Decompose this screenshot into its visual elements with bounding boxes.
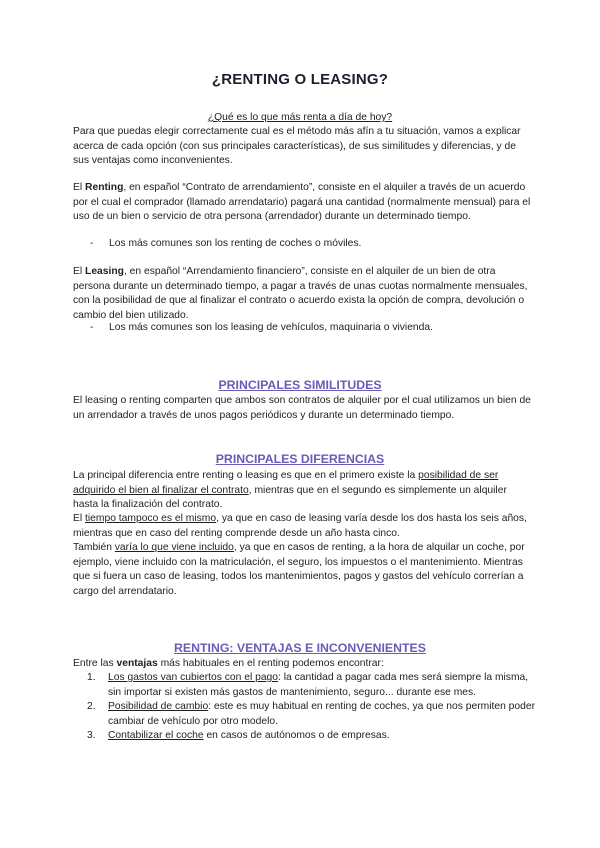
diferencias-p3-underlined: varía lo que viene incluido: [114, 542, 234, 553]
list-item: [87, 700, 537, 729]
diferencias-p3-text-a: También: [73, 542, 115, 553]
list-item-underlined: Contabilizar el coche: [108, 730, 204, 742]
diferencias-p1-underlined: posibilidad de ser adquirido el bien al finalizar el contrato: [73, 470, 499, 496]
ventajas-intro: [73, 657, 533, 672]
renting-prefix: El: [73, 182, 86, 193]
ventajas-intro-term: ventajas: [116, 658, 158, 669]
leasing-bullet-text: Los más comunes son los leasing de vehículos, maquinaria o vivienda.: [109, 322, 433, 333]
bullet-dash: -: [90, 238, 94, 249]
list-item-text: : este es muy habitual en renting de coches, ya que nos permiten poder cambiar de vehículo por otro modelo.: [108, 701, 536, 727]
intro-paragraph: Para que puedas elegir correctamente cual es el método más afín a tu situación, vamos a explicar acerca de cada opción (con sus principales características), de sus similitudes y diferencias, y de sus ventajas como inconvenientes.: [73, 126, 521, 167]
leasing-bullet: [90, 321, 530, 336]
similitudes-paragraph: El leasing o renting comparten que ambos son contratos de alquiler por el cual utilizamos un bien de un arrendador a través de unos pagos periódicos y durante un determinado tiempo.: [73, 395, 531, 421]
renting-term: Renting: [85, 182, 124, 193]
diferencias-p1-text-a: La principal diferencia entre renting o leasing es que en el primero existe la: [73, 470, 419, 481]
list-item-text: en casos de autónomos o de empresas.: [203, 730, 390, 742]
renting-definition-text: , en español “Contrato de arrendamiento”, consiste en el alquiler a través de un acuerdo por el cual el comprador (llamado arrendatario) pagará una cantidad (normalmente mensual) para el uso de un bien o servicio de otra persona (arrendador) durante un determinado tiempo.: [73, 182, 531, 223]
ventajas-list: [87, 671, 537, 744]
page-subtitle: ¿Qué es lo que más renta a día de hoy?: [207, 112, 393, 123]
leasing-definition: [73, 265, 533, 323]
list-item: [87, 729, 537, 744]
list-item-number: 1.: [87, 672, 96, 683]
diferencias-p3-text-b: , ya que en casos de renting, a la hora de alquilar un coche, por ejemplo, viene incluido con la matriculación, el seguro, los impuestos o el mantenimiento. Mientras que si fuera un caso de leasing, todos los mantenimientos, pagos y gastos del vehículo correrían a cargo del arrendatario.: [73, 542, 525, 597]
diferencias-paragraph-1: [73, 469, 533, 513]
diferencias-paragraph-3: [73, 541, 533, 599]
ventajas-intro-c: más habituales en el renting podemos encontrar:: [157, 658, 384, 669]
renting-definition: [73, 181, 533, 225]
list-item-text: : la cantidad a pagar cada mes será siempre la misma, sin importar si existen más gastos de mantenimiento, seguro... durante ese mes.: [108, 672, 529, 698]
diferencias-p2-underlined: tiempo tampoco es el mismo: [85, 513, 217, 524]
diferencias-paragraph-2: [73, 512, 533, 541]
list-item-underlined: Posibilidad de cambio: [108, 701, 209, 713]
list-item-number: 3.: [87, 730, 96, 742]
leasing-definition-text: , en español “Arrendamiento financiero”, consiste en el alquiler de un bien de otra persona durante un determinado tiempo, a pagar a través de unas cuotas normalmente mensuales, con la posibilidad de que al finalizar el contrato o acuerdo exista la opción de compra, devolución o cambio del bien utilizado.: [73, 266, 528, 321]
leasing-term: Leasing: [85, 266, 124, 277]
list-item-underlined: Los gastos van cubiertos con el pago: [108, 672, 279, 683]
similitudes-heading: PRINCIPALES SIMILITUDES: [218, 378, 382, 392]
leasing-prefix: El: [73, 266, 86, 277]
diferencias-heading: PRINCIPALES DIFERENCIAS: [215, 452, 385, 466]
page-title: ¿RENTING O LEASING?: [211, 71, 389, 88]
list-item: [87, 671, 537, 700]
list-item-number: 2.: [87, 701, 96, 713]
diferencias-p1-text-b: , mientras que en el segundo es simplemente un alquiler hasta la finalización del contrato.: [73, 484, 507, 511]
renting-bullet-text: Los más comunes son los renting de coches o móviles.: [109, 238, 362, 249]
bullet-dash: -: [90, 322, 94, 333]
renting-bullet: [90, 237, 530, 252]
ventajas-heading: RENTING: VENTAJAS E INCONVENIENTES: [174, 641, 426, 655]
diferencias-p2-text-a: El: [73, 513, 86, 524]
ventajas-intro-a: Entre las: [73, 658, 117, 669]
diferencias-p2-text-b: , ya que en caso de leasing varía desde los dos hasta los seis años, mientras que en caso del renting comprende desde un año hasta cinco.: [73, 513, 527, 539]
